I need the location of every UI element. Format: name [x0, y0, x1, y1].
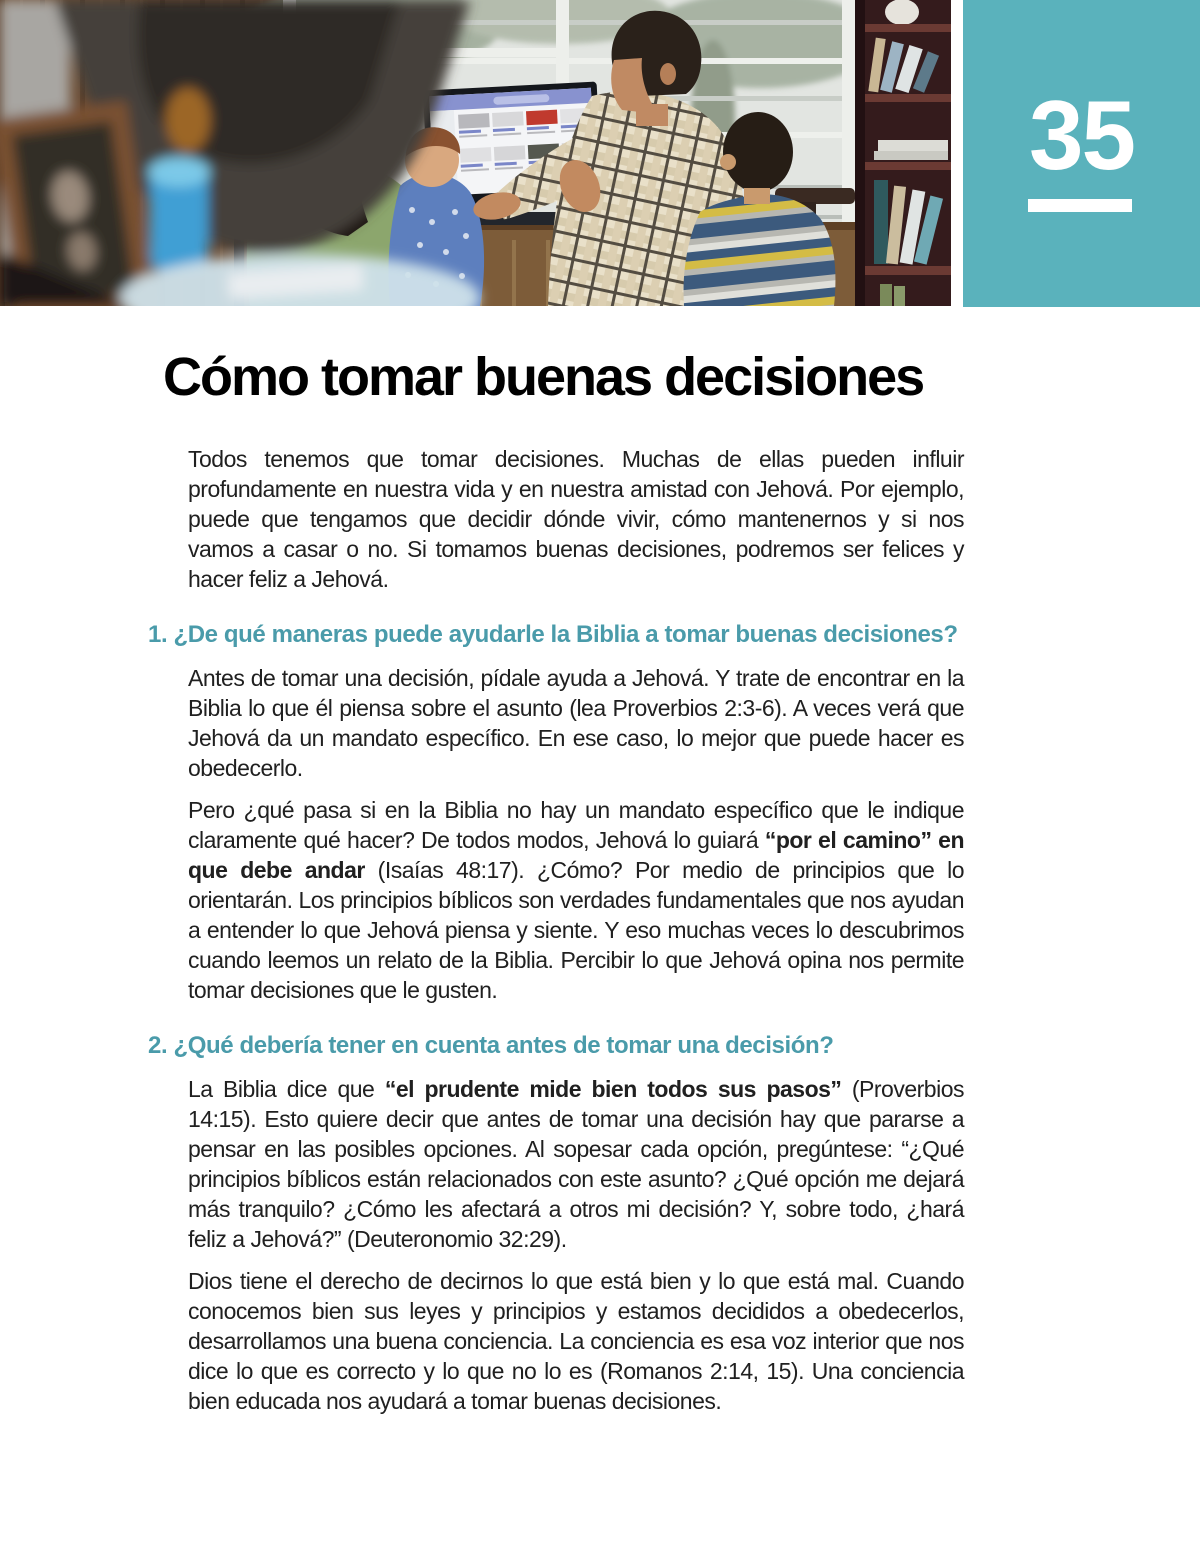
section-1-paragraph-2: Pero ¿qué pasa si en la Biblia no hay un mandato específico que le indique claramente qué hacer? De todos modos, Jehová lo guiará “por el camino” en que debe andar (Isaías 48:17). ¿Cómo? Por medio de principios que lo orientarán. Los principios bíblicos son verdades fundamentales que nos ayudan a entender lo que Jehová piensa y siente. Y eso muchas veces lo descubrimos cuando leemos un relato de la Biblia. Percibir lo que Jehová opina nos permite tomar decisiones que le gusten. — [188, 797, 965, 1003]
section-2-paragraph-1: La Biblia dice que “el prudente mide bien todos sus pasos” (Proverbios 14:15). Esto quiere decir que antes de tomar una decisión hay que pararse a pensar en las posibles opciones. Al sopesar cada opción, pregúntese: “¿Qué principios bíblicos están relacionados con este asunto? ¿Qué opción me dejará más tranquilo? ¿Cómo les afectará a otros mi decisión? Y, sobre todo, ¿hará feliz a Jehová?” (Deuteronomio 32:29). — [188, 1076, 964, 1252]
intro-paragraph: Todos tenemos que tomar decisiones. Muchas de ellas pueden influir profundamente en nuestra vida y en nuestra amistad con Jehová. Por ejemplo, puede que tengamos que decidir dónde vivir, cómo mantenernos y si nos vamos a casar o no. Si tomamos buenas decisiones, podremos ser felices y hacer feliz a Jehová. — [188, 446, 964, 592]
section-2-heading: 2. ¿Qué debería tener en cuenta antes de tomar una decisión? — [148, 1032, 834, 1059]
section-1-paragraph-1: Antes de tomar una decisión, pídale ayuda a Jehová. Y trate de encontrar en la Biblia lo que él piensa sobre el asunto (lea Proverbios 2:3-6). A veces verá que Jehová da un mandato específico. En ese caso, lo mejor que puede hacer es obedecerlo. — [188, 665, 964, 781]
hero-photo — [0, 0, 951, 306]
lesson-number: 35 — [1028, 80, 1134, 190]
bookshelf — [855, 0, 951, 306]
page-title: Cómo tomar buenas decisiones — [163, 347, 924, 407]
section-1-heading: 1. ¿De qué maneras puede ayudarle la Biblia a tomar buenas decisiones? — [148, 621, 958, 648]
lesson-number-underline — [1028, 199, 1132, 212]
lesson-number-badge — [963, 0, 1200, 307]
article — [148, 346, 964, 1428]
section-2-paragraph-2: Dios tiene el derecho de decirnos lo que está bien y lo que está mal. Cuando conocemos bien sus leyes y principios y estamos decididos a obedecerlos, desarrollamos una buena conciencia. La conciencia es esa voz interior que nos dice lo que es correcto y lo que no lo es (Romanos 2:14, 15). Una conciencia bien educada nos ayudará a tomar buenas decisiones. — [188, 1268, 964, 1414]
hero-photo-scene — [0, 0, 951, 306]
